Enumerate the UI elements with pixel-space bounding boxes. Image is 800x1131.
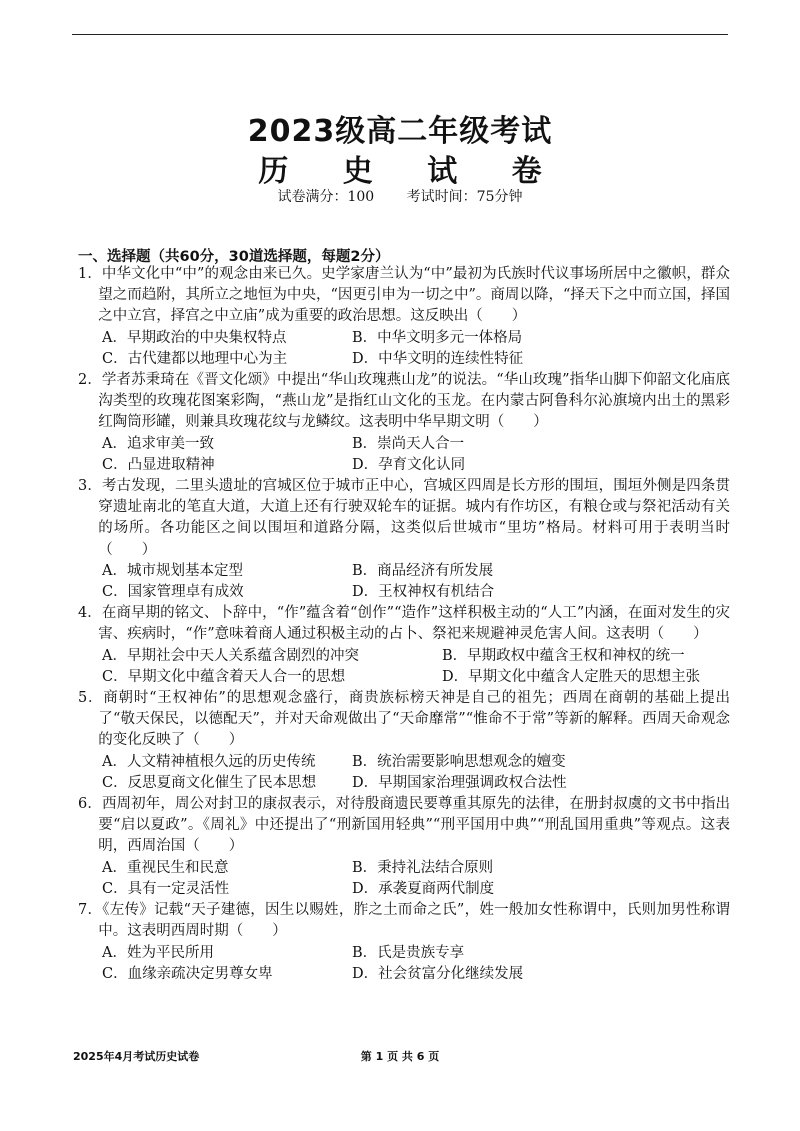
option-a: A．追求审美一致 [102, 435, 214, 452]
question-stem: 2．学者苏秉琦在《晋文化颂》中提出“华山玫瑰燕山龙”的说法。“华山玫瑰”指华山脚下仰韶文化庙底沟类型的玫瑰花图案彩陶，“燕山龙”是指红山文化的玉龙。在内蒙古阿鲁科尔沁旗境内出土的黑彩红陶筒形罐，则兼具玫瑰花纹与龙鳞纹。这表明中华早期文明（ ） [78, 372, 730, 431]
option-a: A．姓为平民所用 [102, 944, 214, 961]
option-b: B．统治需要影响思想观念的嬗变 [352, 753, 566, 770]
section-title: 一、选择题（共60分，30道选择题，每题2分） [78, 249, 390, 265]
option-b: B．商品经济有所发展 [352, 562, 494, 579]
full-score: 试卷满分：100 [277, 189, 375, 205]
option-a: A．人文精神植根久远的历史传统 [102, 753, 316, 770]
option-d: D．王权神权有机结合 [352, 584, 495, 601]
question-stem: 6．西周初年，周公对封卫的康叔表示，对待殷商遗民要尊重其原先的法律，在册封叔虞的文书中指出要“启以夏政”。《周礼》中还提出了“刑新国用轻典”“刑平国用中典”“刑乱国用重典”等观点。这表明，西周治国（ ） [78, 796, 730, 855]
option-d: D．社会贫富分化继续发展 [352, 965, 524, 982]
exam-info [0, 186, 800, 206]
option-a: A．城市规划基本定型 [102, 562, 243, 579]
option-b: B．早期政权中蕴含王权和神权的统一 [442, 647, 685, 664]
option-c: C．具有一定灵活性 [102, 880, 230, 897]
exam-time: 考试时间：75分钟 [406, 189, 523, 205]
option-c: C．古代建都以地理中心为主 [102, 350, 288, 367]
options [78, 646, 730, 688]
option-b: B．氏是贵族专享 [352, 944, 465, 961]
question-4 [78, 603, 730, 688]
options [78, 943, 730, 985]
question-stem: 7．《左传》记载“天子建德，因生以赐姓，胙之土而命之氏”，姓一般加女性称谓中，氏则加男性称谓中。这表明西周时期（ ） [78, 902, 730, 940]
option-b: B．秉持礼法结合原则 [352, 859, 494, 876]
question-5 [78, 688, 730, 794]
options [78, 858, 730, 900]
question-list [78, 264, 730, 985]
question-7 [78, 900, 730, 985]
option-c: C．反思夏商文化催生了民本思想 [102, 774, 317, 791]
question-6 [78, 794, 730, 900]
option-d: D．中华文明的连续性特征 [352, 350, 524, 367]
option-a: A．重视民生和民意 [102, 859, 229, 876]
option-c: C．血缘亲疏决定男尊女卑 [102, 965, 273, 982]
option-b: B．中华文明多元一体格局 [352, 329, 523, 346]
option-c: C．国家管理卓有成效 [102, 584, 244, 601]
question-stem: 5．商朝时“王权神佑”的思想观念盛行，商贵族标榜天神是自己的祖先；西周在商朝的基础上提出了“敬天保民，以德配天”，并对天命观做出了“天命靡常”“惟命不于常”等新的解释。西周天命观念的变化反映了（ ） [78, 690, 730, 749]
option-d: D．早期文化中蕴含人定胜天的思想主张 [442, 668, 701, 685]
question-stem: 4．在商早期的铭文、卜辞中，“作”蕴含着“创作”“造作”这样积极主动的“人工”内涵，在面对发生的灾害、疾病时，“作”意味着商人通过积极主动的占卜、祭祀来规避神灵危害人间。这表明（ ） [78, 605, 730, 643]
options [78, 752, 730, 794]
option-a: A．早期政治的中央集权特点 [102, 329, 287, 346]
option-c: C．凸显进取精神 [102, 456, 215, 473]
page-number: 第 1 页 共 6 页 [360, 1050, 440, 1063]
question-3 [78, 476, 730, 603]
question-stem: 1．中华文化中“中”的观念由来已久。史学家唐兰认为“中”最初为氏族时代议事场所居中之徽帜，群众望之而趋附，其所立之地恒为中央，“因更引申为一切之中”。商周以降，“择天下之中而立国，择国之中立宫，择宫之中立庙”成为重要的政治思想。这反映出（ ） [78, 266, 730, 325]
options [78, 561, 730, 603]
option-b: B．崇尚天人合一 [352, 435, 465, 452]
footer-exam-label: 2025年4月考试历史试卷 [73, 1050, 200, 1063]
option-d: D．承袭夏商两代制度 [352, 880, 495, 897]
options [78, 434, 730, 476]
question-stem: 3．考古发现，二里头遗址的宫城区位于城市正中心，宫城区四周是长方形的围垣，围垣外侧是四条贯穿遗址南北的笔直大道，大道上还有行驶双轮车的证据。城内有作坊区，有粮仓或与祭祀活动有关的场所。各功能区之间以围垣和道路分隔，这类似后世城市“里坊”格局。材料可用于表明当时（ ） [78, 478, 730, 558]
exam-title: 2023级高二年级考试 [247, 114, 553, 149]
top-rule [72, 34, 728, 35]
options [78, 328, 730, 370]
option-d: D．早期国家治理强调政权合法性 [352, 774, 567, 791]
option-d: D．孕育文化认同 [352, 456, 466, 473]
exam-subtitle: 历 史 试 卷 [258, 154, 564, 189]
option-c: C．早期文化中蕴含着天人合一的思想 [102, 668, 346, 685]
question-2 [78, 370, 730, 476]
question-1 [78, 264, 730, 370]
option-a: A．早期社会中天人关系蕴含剧烈的冲突 [102, 647, 359, 664]
